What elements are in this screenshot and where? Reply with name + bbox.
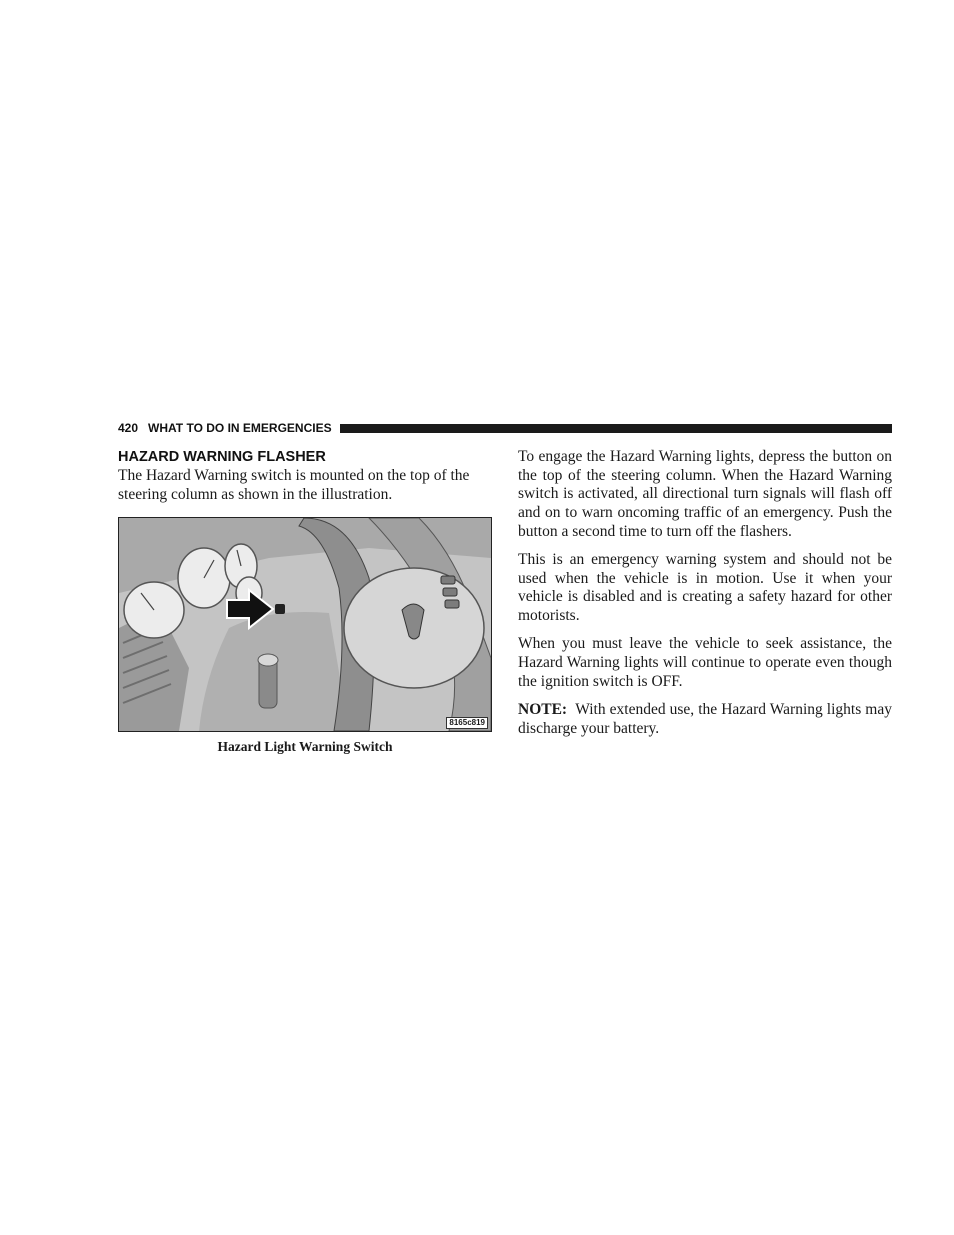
intro-paragraph: The Hazard Warning switch is mounted on the top of the steering column as shown in the illustration.: [118, 467, 470, 503]
note-text: With extended use, the Hazard Warning lights may discharge your battery.: [518, 700, 892, 737]
header-rule: [340, 424, 892, 433]
page-header: [118, 420, 892, 436]
hazard-switch-illustration: [118, 517, 492, 732]
left-column: [118, 448, 492, 755]
paragraph-emergency-system: This is an emergency warning system and should not be used when the vehicle is in motion. Use it when your vehicle is disabled and is creating a safety hazard for other motorists.: [518, 551, 892, 625]
paragraph-engage: To engage the Hazard Warning lights, depress the button on the top of the steering column. When the Hazard Warning switch is activated, all directional turn signals will flash off and on to warn oncoming traffic of an emergency. Push the button a second time to turn off the flashers.: [518, 448, 892, 540]
dashboard-drawing: [119, 518, 491, 731]
section-heading: HAZARD WARNING FLASHER: [118, 449, 326, 465]
figure-caption: Hazard Light Warning Switch: [217, 739, 393, 755]
page-number: 420: [118, 421, 139, 435]
section-title: WHAT TO DO IN EMERGENCIES: [148, 421, 332, 435]
paragraph-leave-vehicle: When you must leave the vehicle to seek assistance, the Hazard Warning lights will continue to operate even though the ignition switch is OFF.: [518, 635, 892, 690]
note-label: NOTE:: [518, 700, 568, 718]
note-paragraph: [518, 701, 892, 738]
figure-code: 8165c819: [446, 717, 488, 729]
right-column: [518, 448, 892, 748]
